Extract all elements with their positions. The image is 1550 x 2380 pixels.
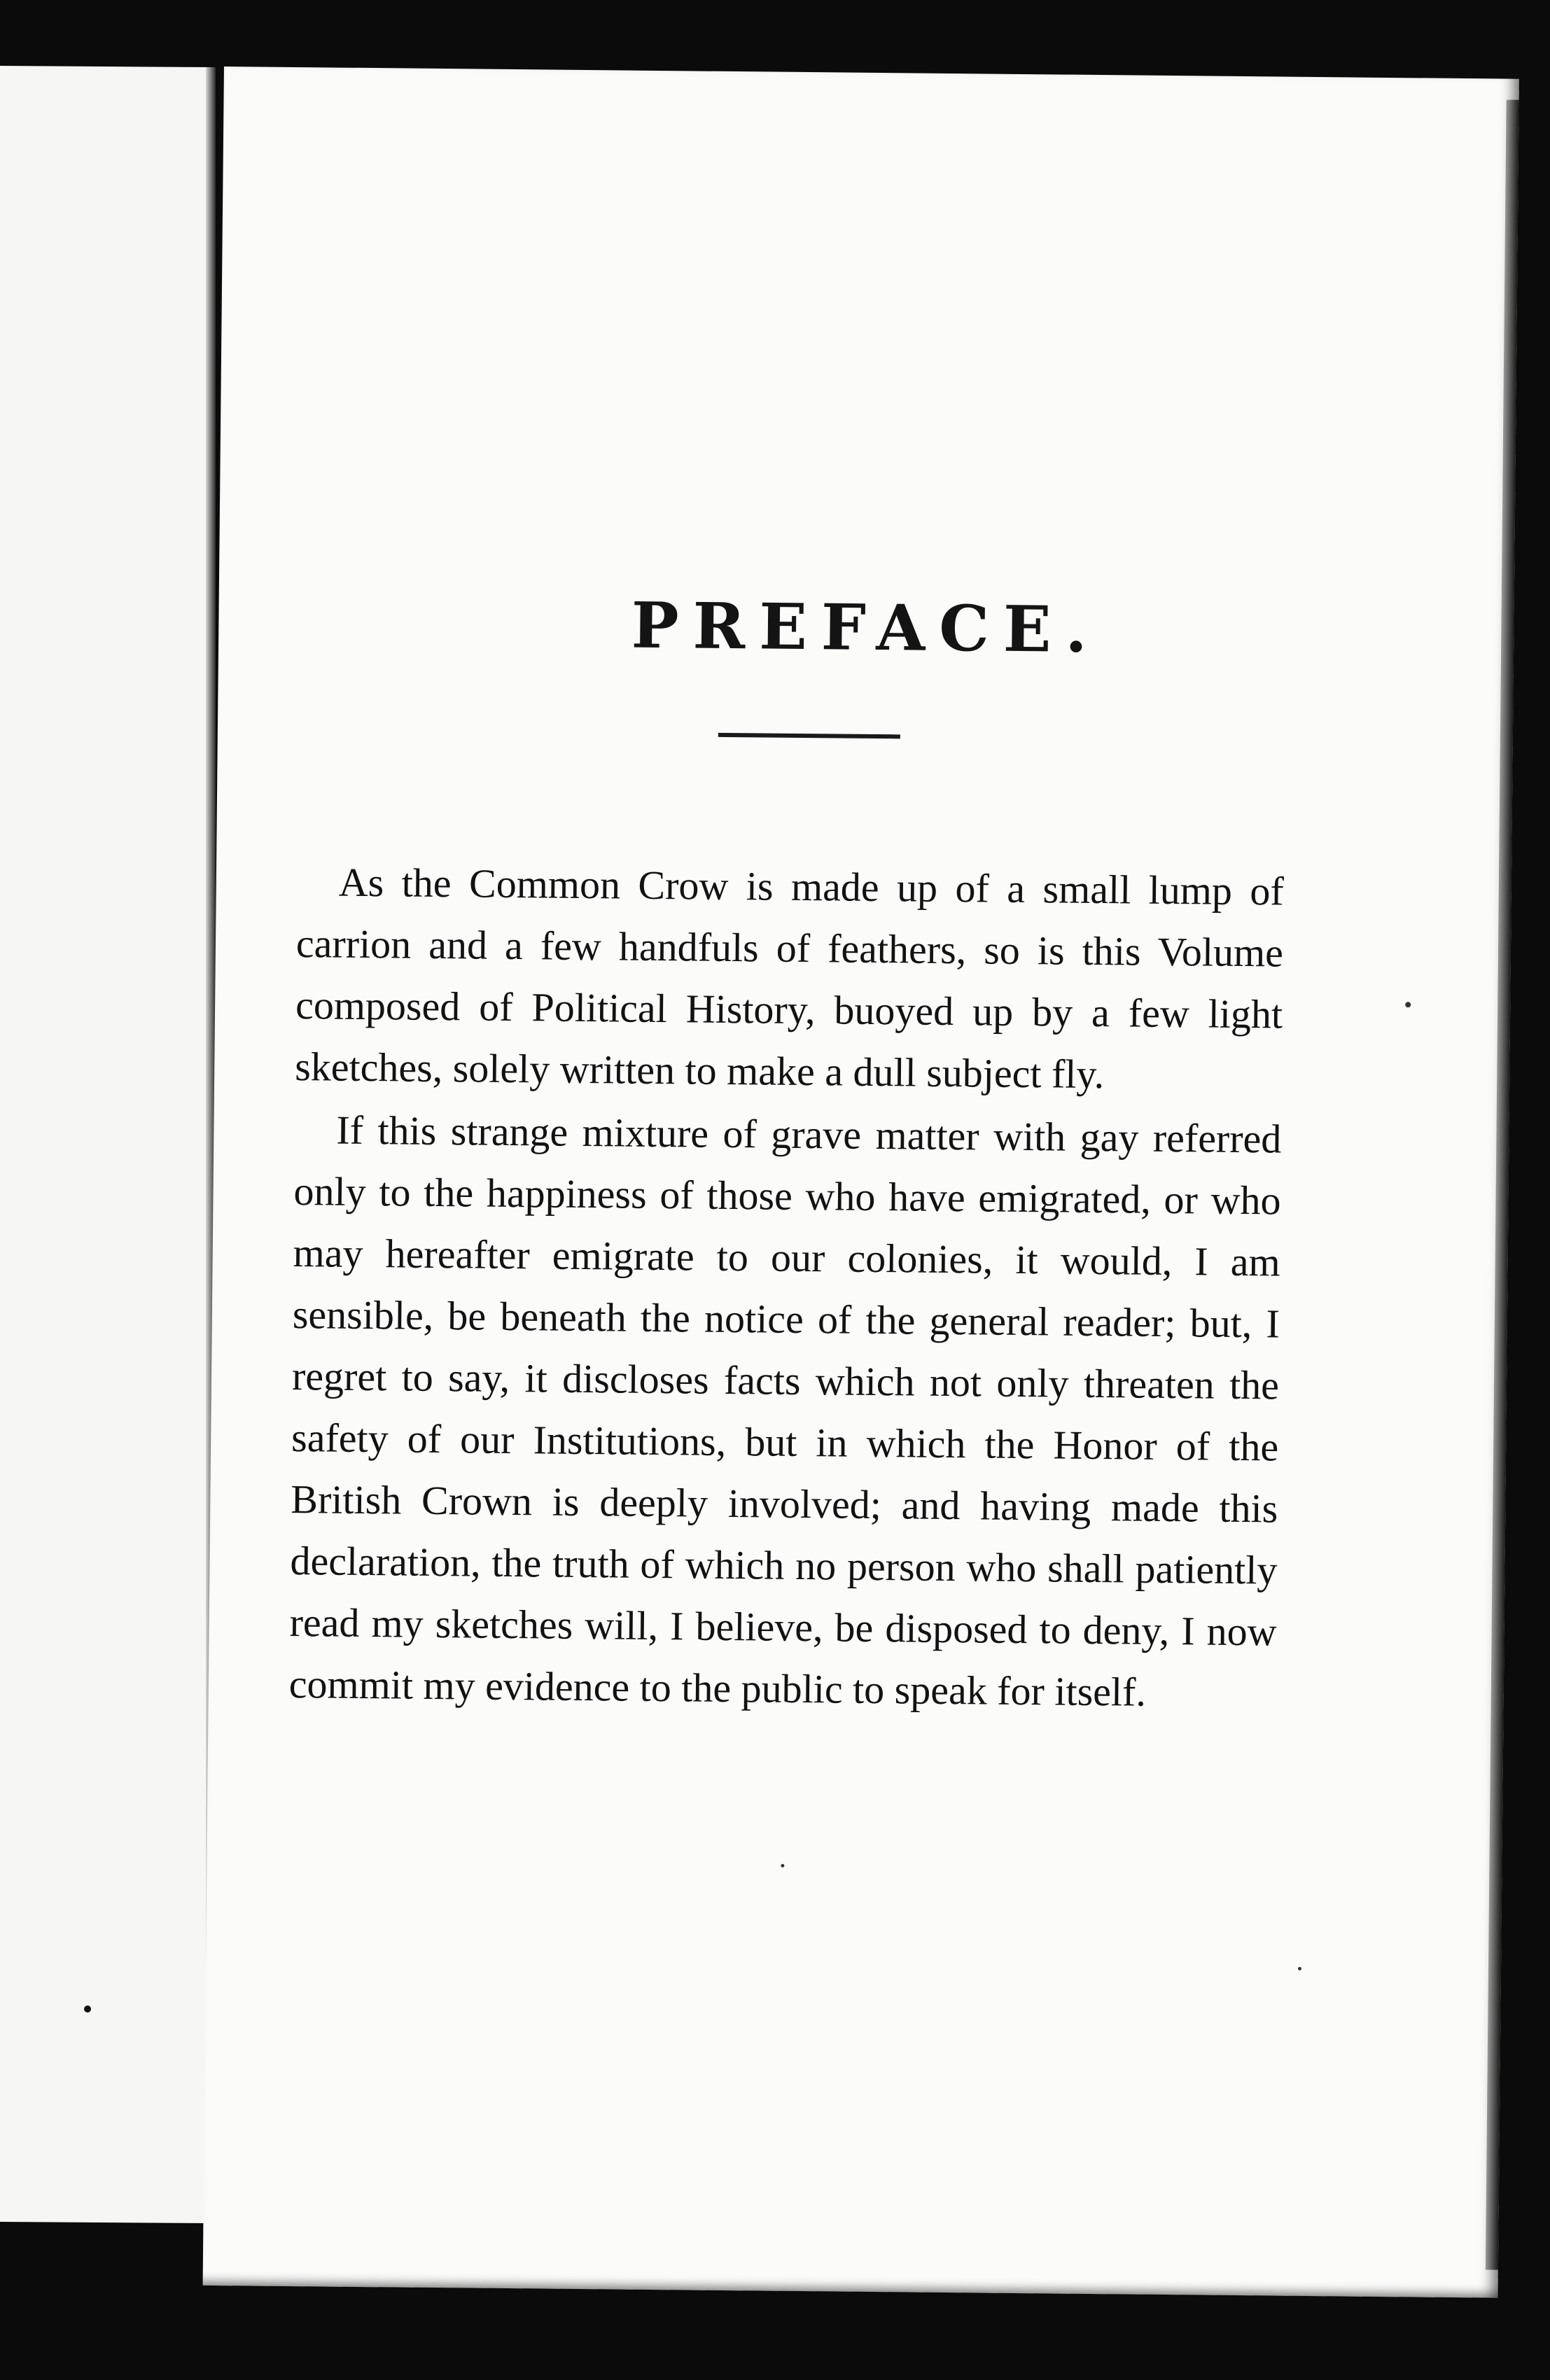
preface-text (288, 851, 1284, 1726)
ink-speck (84, 2005, 91, 2012)
facing-page (0, 66, 210, 2223)
paragraph-1: As the Common Crow is made up of a small lump of carrion and a few handfuls of feathers, so is this Volume composed of Political History, buoyed up by a few light sketches, solely written to make a dull subject fly. (294, 859, 1285, 1098)
ink-speck (1298, 1967, 1301, 1970)
title-rule (718, 733, 900, 738)
paragraph-2: If this strange mixture of grave matter with gay referred only to the happiness of those who have emigrated, or who may hereafter emigrate to our colonies, it would, I am sensible, be beneath the notice of the general reader; but, I regret to say, it discloses facts which not only threaten the safety of our Institutions, but in which the Honor of the British Crown is deeply involved; and having made this declaration, the truth of which no person who shall patiently read my sketches will, I believe, be disposed to deny, I now commit my evidence to the public to speak for itself. (288, 1107, 1282, 1715)
page-title: PREFACE. (631, 588, 1102, 668)
ink-speck (1405, 1002, 1411, 1007)
book-page (203, 66, 1519, 2298)
page-edge-shadow (1486, 100, 1519, 2270)
ink-speck (781, 1864, 784, 1868)
